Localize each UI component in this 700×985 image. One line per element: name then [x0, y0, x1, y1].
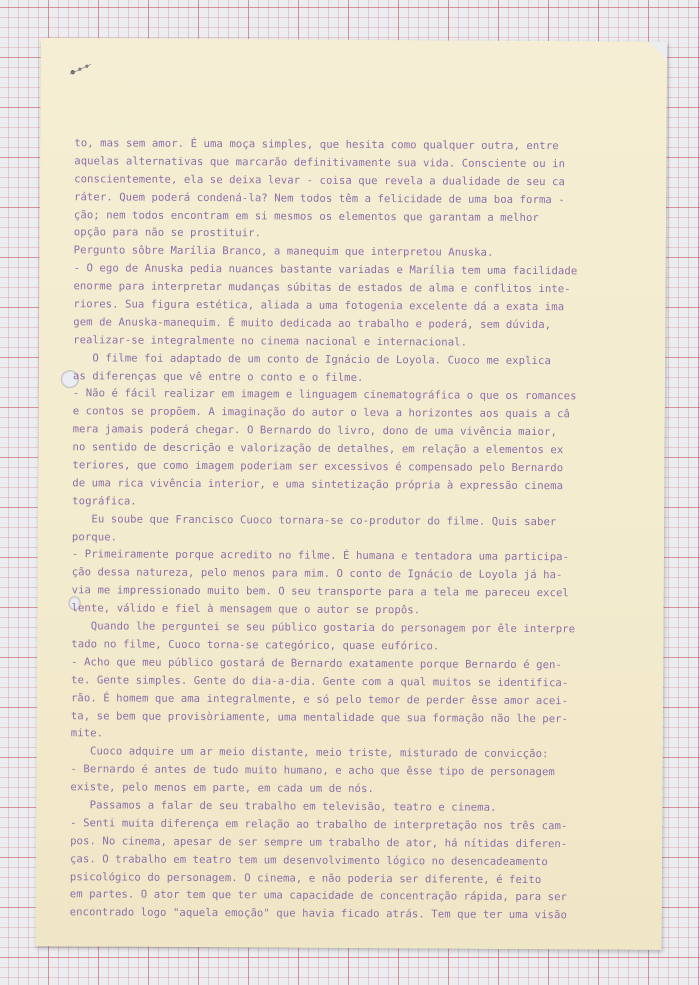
text-line: ta, se bem que provisòriamente, uma mentalidade que sua formação não lhe per-: [70, 709, 569, 725]
text-line: te. Gente simples. Gente do dia-a-dia. Gente com a qual muitos se identifica-: [71, 673, 569, 689]
text-line: teriores, que como imagem poderiam ser excessivos é compensado pelo Bernardo: [72, 459, 564, 475]
text-line: ção; nem todos encontram em si mesmos os elementos que garantam a melhor: [73, 208, 539, 224]
text-line: - Senti muita diferença em relação ao trabalho de interpretação nos três cam-: [70, 817, 568, 833]
text-line: opção para não se prostituir.: [73, 226, 262, 240]
text-line: riores. Sua figura estética, aliada a uma fotogenia excelente dá a exata ima: [73, 298, 565, 314]
text-line: pos. No cinema, apesar de ser sempre um trabalho de ator, há nítidas diferen-: [70, 834, 568, 850]
text-line: de uma rica vivência interior, e uma sintetização própria à expressão cinema: [72, 477, 564, 493]
text-line: - Bernardo é antes de tudo muito humano, e acho que êsse tipo de personagem: [70, 763, 555, 779]
text-line: existe, pelo menos em parte, em cada um de nós.: [70, 781, 374, 796]
text-line: - Primeiramente porque acredito no filme. É humana e tentadora uma participa-: [71, 548, 570, 564]
text-line: via me impressionado muito bem. O seu transporte para a tela me pareceu excel: [71, 584, 569, 600]
text-line: Eu soube que Francisco Cuoco tornara-se co-produtor do filme. Quis saber: [72, 512, 557, 528]
staple-holes-icon: [67, 60, 97, 80]
text-line: ção dessa natureza, pelo menos para mim. O conto de Ignácio de Loyola já ha-: [71, 566, 563, 582]
text-line: e contos se propõem. A imaginação do autor o leva a horizontes aos quais a câ: [72, 405, 571, 421]
text-line: aquelas alternativas que marcarão definitivamente sua vida. Consciente ou in: [74, 155, 566, 171]
text-line: enorme para interpretar mudanças súbitas de estados de alma e conflitos inte-: [73, 280, 571, 296]
text-line: O filme foi adaptado de um conto de Ignácio de Loyola. Cuoco me explica: [73, 351, 551, 367]
text-line: Passamos a falar de seu trabalho em televisão, teatro e cinema.: [70, 799, 497, 814]
text-line: gem de Anuska-manequim. É muito dedicada ao trabalho e poderá, sem dúvida,: [73, 316, 552, 332]
text-line: encontrado logo "aquela emoção" que havia ficado atrás. Tem que ter uma visão: [69, 906, 567, 922]
text-line: conscientemente, ela se deixa levar - coisa que revela a dualidade de seu ca: [74, 172, 565, 188]
text-line: rão. É homem que ama integralmente, e só pelo temor de perder êsse amor acei-: [70, 691, 569, 707]
text-line: Quando lhe perguntei se seu público gostaria do personagem por êle interpre: [71, 620, 576, 636]
text-line: psicológico do personagem. O cinema, e não poderia ser diferente, é feito: [69, 870, 542, 886]
text-line: no sentido de descrição e valorização de detalhes, em relação a elementos ex: [72, 441, 564, 457]
typewritten-body: [70, 135, 660, 926]
text-line: ças. O trabalho em teatro tem um desenvolvimento lógico no desencadeamento: [69, 852, 548, 868]
text-line: - O ego de Anuska pedia nuances bastante variadas e Marília tem uma facilidade: [73, 262, 578, 278]
text-line: porque.: [71, 530, 118, 544]
text-line: Pergunto sôbre Marília Branco, a manequim que interpretou Anuska.: [73, 244, 494, 260]
text-line: Cuoco adquire um ar meio distante, meio triste, misturado de convicção:: [70, 745, 549, 761]
text-line: to, mas sem amor. É uma moça simples, que hesita como qualquer outra, entre: [74, 137, 559, 153]
folded-corner: [649, 42, 667, 60]
text-line: lente, válido e fiel à mensagem que o autor se propôs.: [71, 602, 421, 617]
text-line: tográfica.: [72, 495, 137, 508]
typed-sheet: [35, 38, 667, 950]
text-line: - Acho que meu público gostará de Bernardo exatamente porque Bernardo é gen-: [71, 656, 563, 672]
text-line: realizar-se integralmente no cinema nacional e internacional.: [73, 333, 468, 349]
text-line: as diferenças que vê entre o conto e o filme.: [72, 369, 364, 384]
text-line: ráter. Quem poderá condená-la? Nem todos têm a felicidade de uma boa forma -: [73, 190, 565, 206]
text-line: tado no filme, Cuoco torna-se categórico, quase eufórico.: [71, 638, 440, 653]
text-line: em partes. O ator tem que ter uma capacidade de concentração rápida, para ser: [69, 888, 568, 904]
text-line: - Não é fácil realizar em imagem e linguagem cinematográfica o que os romances: [72, 387, 577, 403]
text-line: mera jamais poderá chegar. O Bernardo do livro, dono de uma vivência maior,: [72, 423, 557, 439]
text-line: mite.: [70, 727, 104, 740]
